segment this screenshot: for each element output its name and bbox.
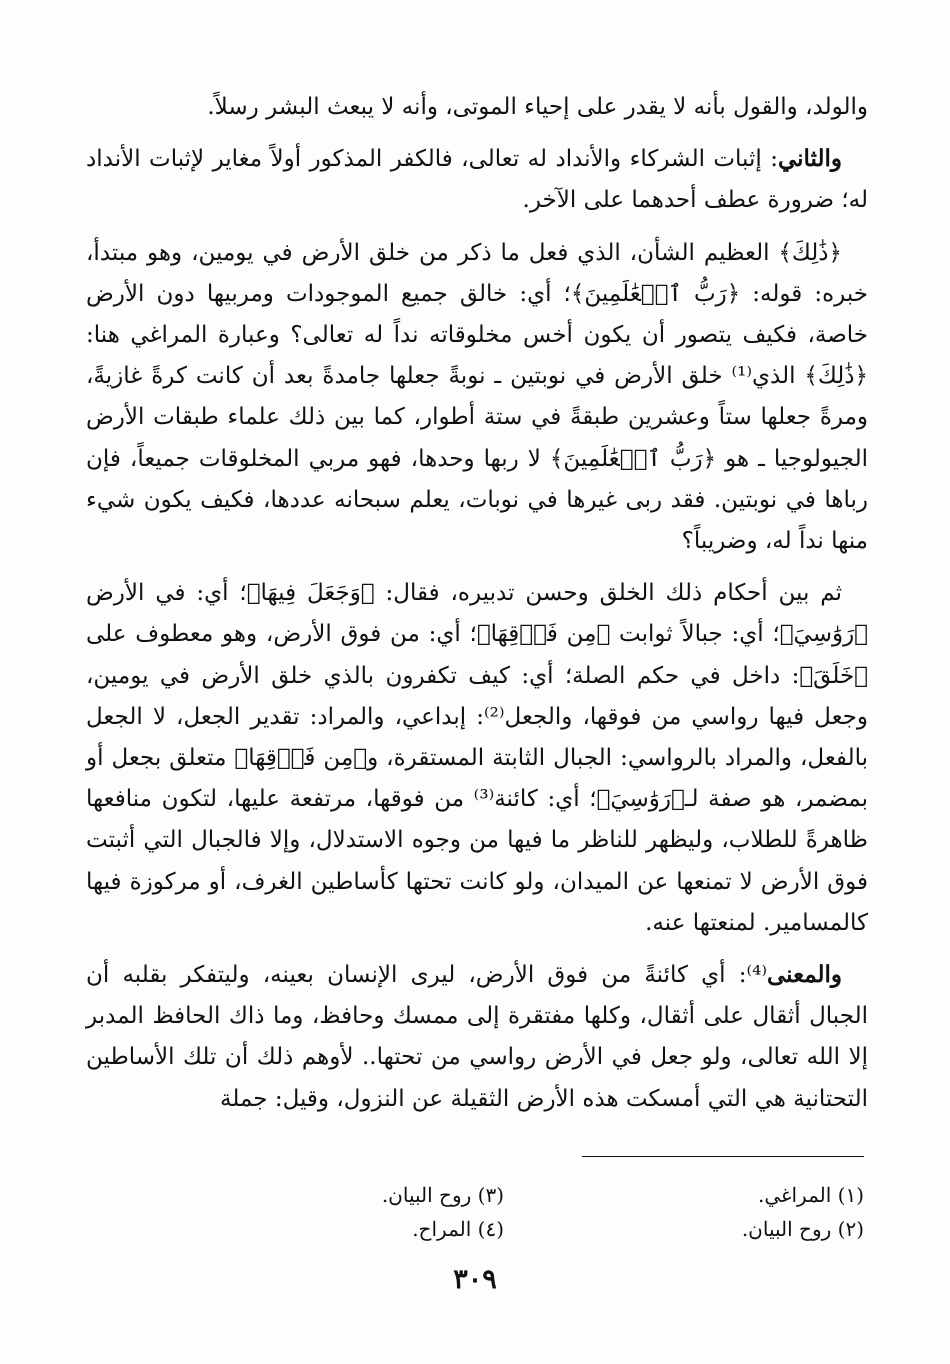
footnote-2: (٢) روح البيان.	[741, 1217, 864, 1241]
paragraph-2	[86, 138, 868, 221]
paragraph-1	[86, 86, 868, 128]
paragraph-3	[86, 232, 868, 563]
paragraph-2-text: : إثبات الشركاء والأنداد له تعالى، فالكفر المذكور أولاً مغاير لإثبات الأنداد له؛ ضرورة عطف أحدهما على الآخر.	[86, 146, 868, 214]
paragraph-4	[86, 572, 868, 944]
paragraph-2-lead: والثاني	[777, 145, 842, 173]
footnote-4: (٤) المراح.	[412, 1217, 504, 1241]
paragraph-4-text: ثم بين أحكام ذلك الخلق وحسن تدبيره، فقال: ﴿وَجَعَلَ فِيهَا﴾؛ أي: في الأرض ﴿رَوَٰسِيَ﴾؛ أي: جبالاً ثوابت ﴿مِن فَوۡقِهَا﴾؛ أي: من فوق الأرض، وهو معطوف على ﴿خَلَقَ﴾: داخل في حكم الصلة؛ أي: كيف تكفرون بالذي خلق الأرض في يومين، وجعل فيها رواسي من فوقها، والجعل⁽²⁾: إبداعي، والمراد: تقدير الجعل، لا الجعل بالفعل، والمراد بالرواسي: الجبال الثابتة المستقرة، و﴿مِن فَوۡقِهَا﴾ متعلق بجعل أو بمضمر، هو صفة لـ﴿رَوَٰسِيَ﴾؛ أي: كائنة⁽³⁾ من فوقها، مرتفعة عليها، لتكون منافعها ظاهرةً للطلاب، وليظهر للناظر ما فيها من وجوه الاستدلال، وإلا فالجبال التي أثبتت فوق الأرض لا تمنعها عن الميدان، ولو كانت تحتها كأساطين الغرف، أو مركوزة فيها كالمسامير. لمنعتها عنه.	[86, 580, 869, 936]
paragraph-3-text: ﴿ذَٰلِكَ﴾ العظيم الشأن، الذي فعل ما ذكر من خلق الأرض في يومين، وهو مبتدأ، خبره: قوله: ﴿رَبُّ ٱلۡعَٰلَمِينَ﴾؛ أي: خالق جميع الموجودات ومربيها دون الأرض خاصة، فكيف يتصور أن يكون أخس مخلوقاته نداً له تعالى؟ وعبارة المراغي هنا: ﴿ذَٰلِكَ﴾ الذي⁽¹⁾ خلق الأرض في نوبتين ـ نوبةً جعلها جامدةً بعد أن كانت كرةً غازيةً، ومرةً جعلها ستاً وعشرين طبقةً في ستة أطوار، كما بين ذلك علماء طبقات الأرض الجيولوجيا ـ هو ﴿رَبُّ ٱلۡعَٰلَمِينَ﴾ لا ربها وحدها، فهو مربي المخلوقات جميعاً، فإن رباها في نوبتين. فقد ربى غيرها في نوبات، يعلم سبحانه عددها، فكيف يكون شيء منها نداً له، وضريباً؟	[86, 239, 868, 555]
footnotes-right-column	[742, 1178, 864, 1246]
paragraph-5-lead: والمعنى	[766, 961, 842, 989]
footnote-separator	[582, 1156, 864, 1157]
paragraph-5	[86, 954, 868, 1120]
paragraph-5-text: ⁽⁴⁾: أي كائنةً من فوق الأرض، ليرى الإنسان بعينه، وليتفكر بقلبه أن الجبال أثقال على أثقال، وكلها مفتقرة إلى ممسك وحافظ، وما ذاك الحافظ المدبر إلا الله تعالى، ولو جعل في الأرض رواسي من تحتها.. لأوهم ذلك أن تلك الأساطين التحتانية هي التي أمسكت هذه الأرض الثقيلة عن النزول، وقيل: جملة	[86, 962, 868, 1112]
main-text	[86, 86, 868, 1130]
paragraph-1-text: والولد، والقول بأنه لا يقدر على إحياء الموتى، وأنه لا يبعث البشر رسلاً.	[207, 94, 868, 120]
footnotes-left-column	[382, 1178, 504, 1246]
footnote-1: (١) المراغي.	[757, 1183, 864, 1207]
footnote-3: (٣) روح البيان.	[381, 1183, 504, 1207]
page-number: ٣٠٩	[453, 1264, 497, 1295]
